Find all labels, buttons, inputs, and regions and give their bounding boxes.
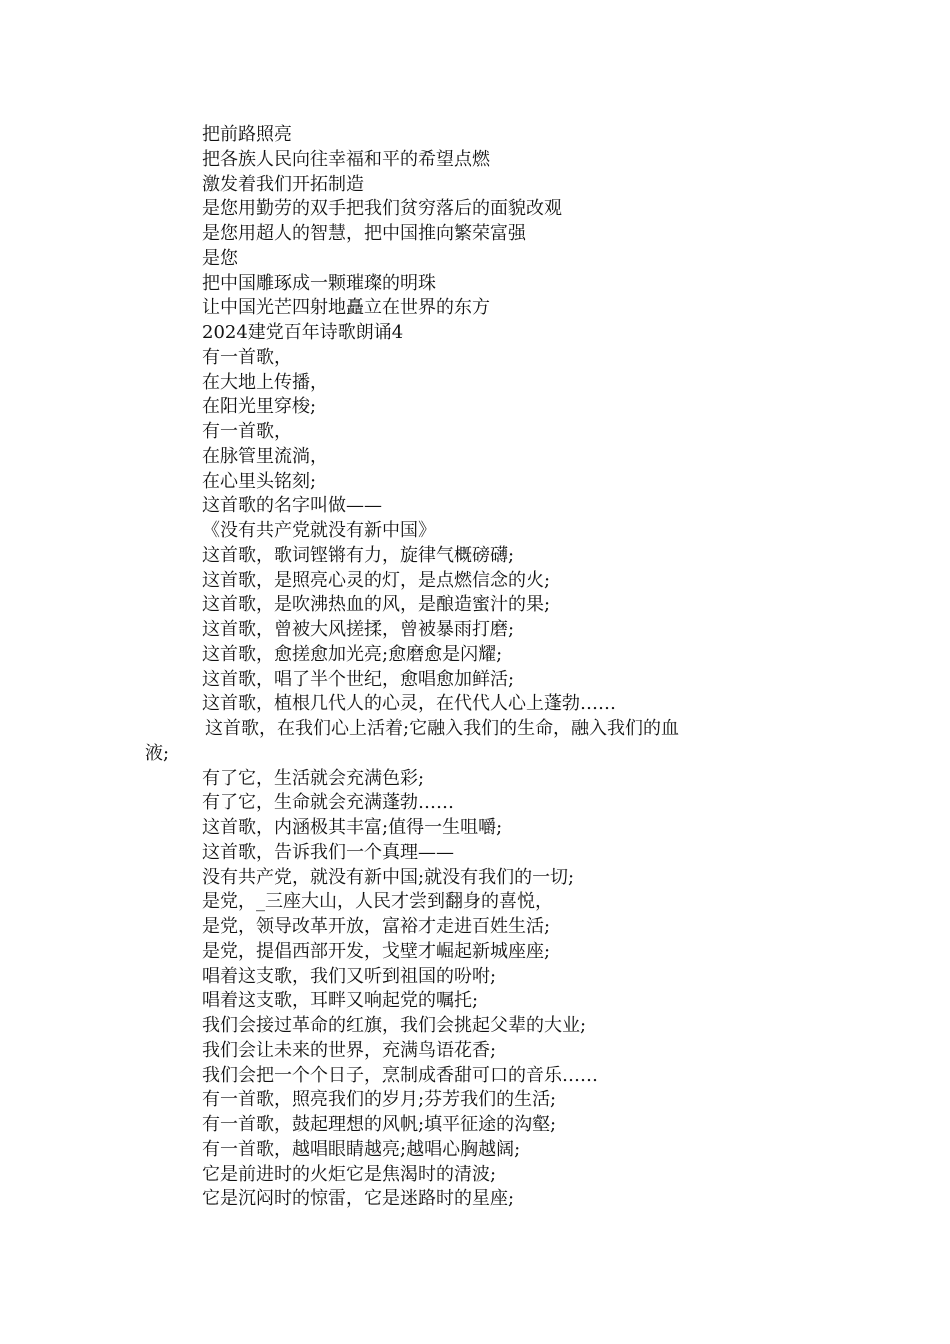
poem-line: 有一首歌， (202, 421, 292, 442)
poem-line: 是您 (202, 247, 238, 269)
poem-line: 在阳光里穿梭; (202, 396, 317, 418)
poem-line: 它是沉闷时的惊雷，它是迷路时的星座; (202, 1188, 515, 1210)
poem-line: 在脉管里流淌， (202, 445, 328, 467)
poem-line: 这首歌，是吹沸热血的风，是酿造蜜汁的果; (202, 594, 551, 616)
poem-line: 这首歌，愈搓愈加光亮;愈磨愈是闪耀; (202, 643, 503, 665)
poem-line: 这首歌，歌词铿锵有力，旋律气概磅礴; (202, 544, 515, 566)
poem-line: 把前路照亮 (202, 124, 292, 145)
poem-line: 是党，提倡西部开发，戈壁才崛起新城座座; (202, 940, 551, 962)
poem-line: 这首歌，内涵极其丰富;值得一生咀嚼; (202, 817, 503, 838)
poem-text (145, 123, 825, 1212)
poem-line: 有一首歌， (202, 346, 292, 368)
poem-line: 有一首歌，越唱眼睛越亮;越唱心胸越阔; (202, 1138, 521, 1160)
poem-line: 《没有共产党就没有新中国》 (202, 520, 436, 541)
poem-line: 这首歌，唱了半个世纪，愈唱愈加鲜活; (202, 668, 515, 690)
poem-heading: 2024建党百年诗歌朗诵4 (202, 322, 404, 343)
poem-line: 把中国雕琢成一颗璀璨的明珠 (202, 272, 436, 294)
poem-line: 这首歌，告诉我们一个真理—— (202, 841, 454, 863)
poem-line: 在大地上传播， (202, 371, 328, 393)
poem-line: 唱着这支歌，耳畔又响起党的嘱托; (202, 990, 479, 1012)
poem-line: 没有共产党，就没有新中国;就没有我们的一切; (202, 866, 575, 888)
poem-line: 有一首歌，照亮我们的岁月;芬芳我们的生活; (202, 1089, 557, 1111)
poem-line: 是您用超人的智慧，把中国推向繁荣富强 (202, 223, 526, 244)
poem-line: 激发着我们开拓制造 (202, 173, 364, 195)
poem-line: 我们会让未来的世界，充满鸟语花香; (202, 1039, 497, 1061)
poem-line: 我们会接过革命的红旗，我们会挑起父辈的大业; (202, 1015, 587, 1036)
poem-line: 我们会把一个个日子，烹制成香甜可口的音乐…… (202, 1064, 598, 1086)
poem-line: 是您用勤劳的双手把我们贫穷落后的面貌改观 (202, 198, 562, 220)
poem-line: 它是前进时的火炬它是焦渴时的清波; (202, 1163, 497, 1185)
poem-line: 这首歌，曾被大风搓揉，曾被暴雨打磨; (202, 619, 515, 640)
poem-line: 把各族人民向往幸福和平的希望点燃 (202, 148, 490, 170)
poem-line: 有了它，生活就会充满色彩; (202, 767, 425, 789)
poem-line: 这首歌的名字叫做—— (202, 495, 382, 517)
poem-line: 是党，_三座大山，人民才尝到翻身的喜悦， (202, 891, 553, 913)
poem-line: 这首歌，在我们心上活着;它融入我们的生命，融入我们的血 (205, 718, 680, 739)
poem-line: 有一首歌，鼓起理想的风帆;填平征途的沟壑; (202, 1114, 557, 1135)
poem-line: 这首歌，植根几代人的心灵，在代代人心上蓬勃…… (202, 693, 616, 715)
poem-line: 唱着这支歌，我们又听到祖国的吩咐; (202, 965, 497, 987)
poem-line: 是党，领导改革开放，富裕才走进百姓生活; (202, 916, 551, 937)
poem-line: 这首歌，是照亮心灵的灯，是点燃信念的火; (202, 569, 551, 591)
poem-line: 液; (145, 742, 170, 764)
poem-line: 让中国光芒四射地矗立在世界的东方 (202, 297, 490, 319)
poem-line: 在心里头铭刻; (202, 470, 317, 492)
poem-line: 有了它，生命就会充满蓬勃…… (202, 792, 454, 814)
